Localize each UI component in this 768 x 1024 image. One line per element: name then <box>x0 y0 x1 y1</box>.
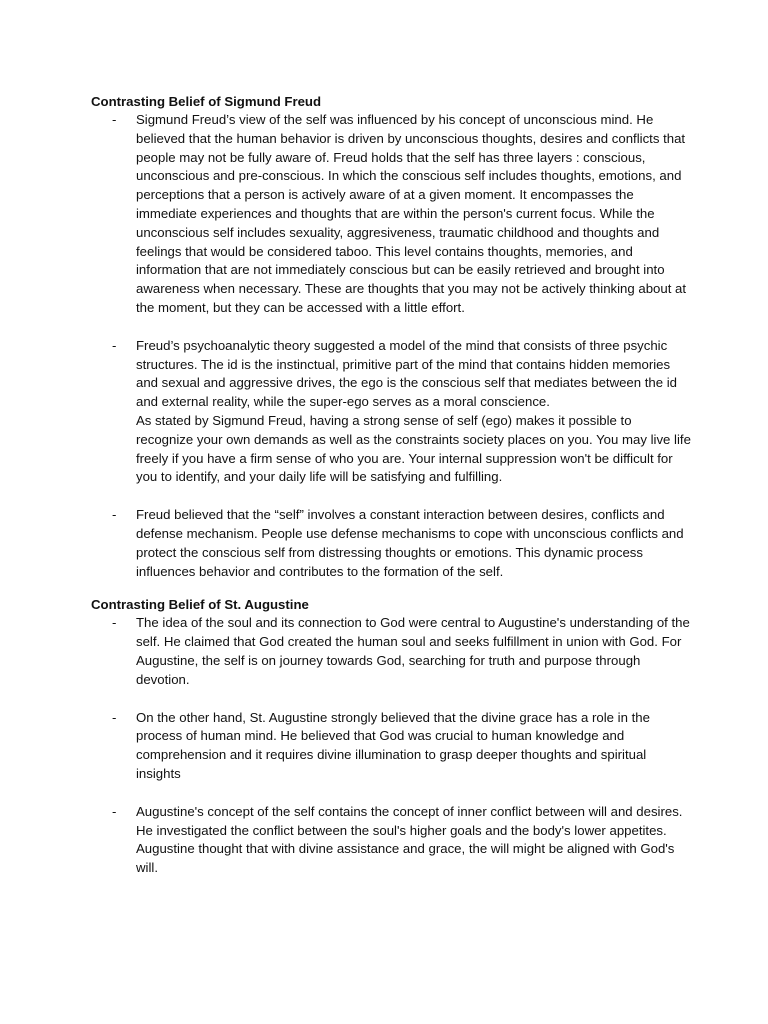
paragraph: The idea of the soul and its connection to God were central to Augustine's understanding of the self. He claimed that God created the human soul and seeks fulfillment in union with God. For Augustine, the self is on journey towards God, searching for truth and purpose through devotion. <box>136 615 690 687</box>
bullet-dash: - <box>112 112 117 127</box>
bullet-dash: - <box>112 615 117 631</box>
document-body <box>91 92 691 878</box>
list-item <box>91 337 691 487</box>
list-item <box>91 111 691 318</box>
bullet-dash: - <box>112 803 117 819</box>
spacer <box>91 784 691 803</box>
paragraph: Freud’s psychoanalytic theory suggested a model of the mind that consists of three psychic structures. The id is the instinctual, primitive part of the mind that contains hidden memories and sexual and aggressive drives, the ego is the conscious self that mediates between the id and external reality, while the super-ego serves as a moral conscience. <box>136 337 678 410</box>
list-item <box>91 803 691 878</box>
spacer <box>91 690 691 709</box>
spacer <box>91 487 691 506</box>
section-heading: Contrasting Belief of St. Augustine <box>91 597 309 613</box>
bullet-dash: - <box>112 507 117 523</box>
bullet-dash: - <box>112 709 117 725</box>
spacer <box>91 318 691 337</box>
list-item <box>91 614 691 689</box>
list-item <box>91 709 691 784</box>
section-heading: Contrasting Belief of Sigmund Freud <box>91 94 322 109</box>
spacer <box>91 581 691 595</box>
section-augustine <box>91 595 691 878</box>
paragraph: On the other hand, St. Augustine strongly believed that the divine grace has a role in the process of human mind. He believed that God was crucial to human knowledge and comprehension and it requires divine illumination to grasp deeper thoughts and spiritual insights <box>136 709 650 781</box>
paragraph: Sigmund Freud’s view of the self was influenced by his concept of unconscious mind. He believed that the human behavior is driven by unconscious thoughts, desires and conflicts that people may not be fully aware of. Freud holds that the self has three layers : conscious, unconscious and pre-conscious. In which the conscious self includes thoughts, emotions, and perceptions that a person is actively aware of at a given moment. It encompasses the immediate experiences and thoughts that are within the person's current focus. While the unconscious self includes sexuality, aggresiveness, traumatic childhood and thoughts and feelings that would be considered taboo. This level contains thoughts, memories, and information that are not immediately conscious but can be easily retrieved and brought into awareness when necessary. These are thoughts that you may not be actively thinking about at the moment, but they can be accessed with a little effort. <box>136 112 687 315</box>
list-item <box>91 506 691 581</box>
bullet-dash: - <box>112 337 117 353</box>
paragraph: Freud believed that the “self” involves a constant interaction between desires, conflicts and defense mechanism. People use defense mechanisms to cope with unconscious conflicts and protect the conscious self from distressing thoughts or emotions. This dynamic process influences behavior and contributes to the formation of the self. <box>136 507 684 579</box>
section-freud <box>91 92 691 581</box>
paragraph: As stated by Sigmund Freud, having a strong sense of self (ego) makes it possible to recognize your own demands as well as the constraints society places on you. You may live life freely if you have a firm sense of who you are. Your internal suppression won't be difficult for you to identify, and your daily life will be satisfying and fulfilling. <box>136 412 691 485</box>
paragraph: Augustine's concept of the self contains the concept of inner conflict between will and desires. He investigated the conflict between the soul's higher goals and the body's lower appetites. Augustine thought that with divine assistance and grace, the will might be aligned with God's will. <box>136 803 683 876</box>
